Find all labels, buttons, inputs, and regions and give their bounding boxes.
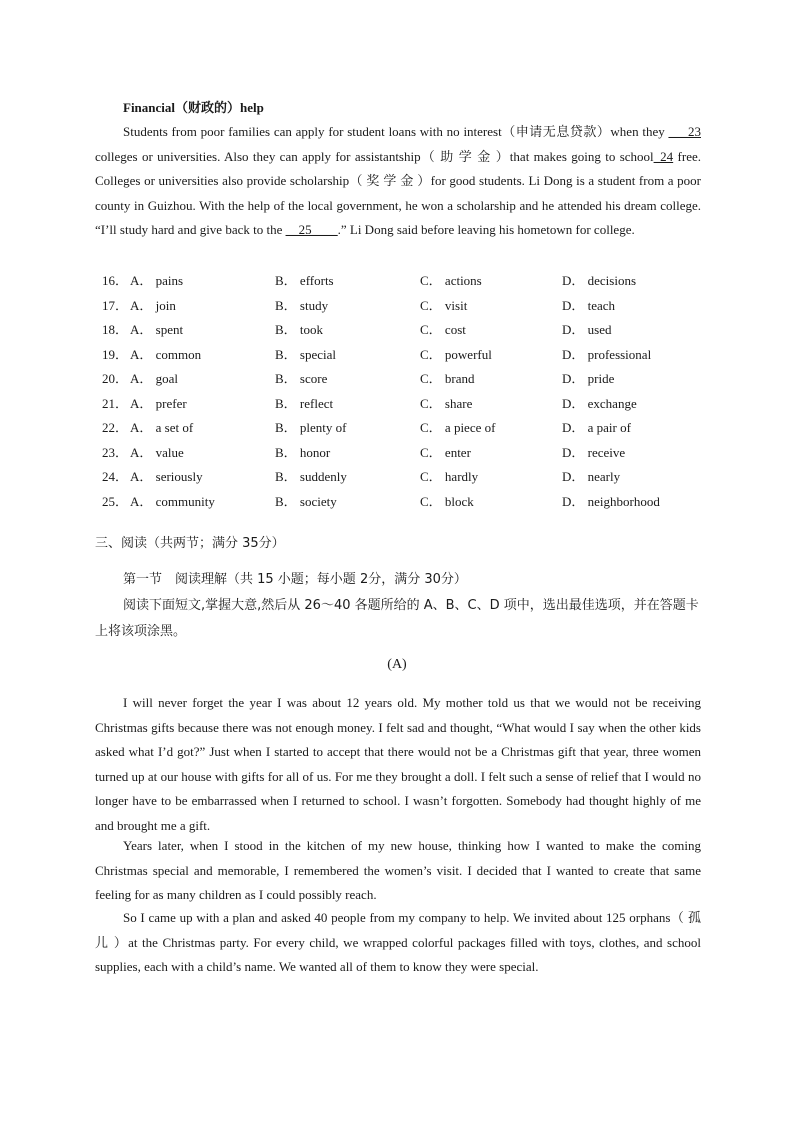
passage-paragraph-1: I will never forget the year I was about 12 years old. My mother told us that we would not be receiving Christmas gifts because there was not enough money. I felt sad and thought, “What would I say when the other kids asked what I’d got?” Just when I started to accept that there would not be a Christmas gift that year, three women turned up at our house with gifts for all of us. For me they brought a doll. I felt such a sense of relief that I would no longer have to be embarrassed when I returned to school. I wasn’t forgotten. Somebody had thought highly of me and brought me a gift.: [95, 695, 701, 833]
option-a: A． seriously: [130, 469, 203, 484]
option-d: D． nearly: [562, 469, 621, 484]
option-b: B． reflect: [275, 395, 334, 411]
passage-label: (A): [387, 657, 407, 672]
option-d: D． exchange: [562, 395, 637, 411]
option-a: A． goal: [130, 371, 179, 386]
question-number: 19．: [102, 346, 129, 362]
option-row: [95, 441, 715, 466]
cloze-text-4: .” Li Dong said before leaving his hometown for college.: [337, 222, 635, 237]
option-b: B． score: [275, 371, 328, 386]
option-b: B． society: [275, 493, 337, 509]
cloze-text-3: free. Colleges or universities also provide scholarship（ 奖 学 金 ）for good students. Li Dong is a student from a poor county in Guizhou. With the help of the local government, he won a scholarship and he attended his dream college. “I’ll study hard and give back to the: [95, 148, 701, 237]
option-b: B． efforts: [275, 273, 334, 288]
option-row: [95, 392, 715, 417]
option-c: C． a piece of: [420, 420, 496, 435]
option-d: D． decisions: [562, 273, 637, 288]
section-title: 三、阅读（共两节；满分 35分）: [95, 536, 285, 551]
option-b: B． special: [275, 346, 337, 362]
option-d: D． a pair of: [562, 420, 631, 435]
section-heading: Financial（财政的）help: [123, 100, 264, 115]
option-row: [95, 490, 715, 515]
option-d: D． professional: [562, 346, 652, 362]
blank-23: ___23: [668, 124, 701, 139]
question-number: 17．: [102, 297, 129, 313]
passage-paragraph-3: So I came up with a plan and asked 40 people from my company to help. We invited about 125 orphans（ 孤 儿 ）at the Christmas party. For every child, we wrapped colorful packages filled with toys, clothes, and school supplies, each with a child’s name. We wanted all of them to know they were special.: [95, 910, 701, 974]
option-a: A． value: [130, 444, 184, 460]
option-a: A． join: [130, 297, 176, 313]
passage-paragraph-2: Years later, when I stood in the kitchen of my new house, thinking how I wanted to make the coming Christmas special and memorable, I remembered the women’s visit. I decided that I wanted to create that same feeling for as many children as I could possibly reach.: [95, 838, 701, 902]
question-number: 16．: [102, 273, 129, 288]
option-row: [95, 269, 715, 294]
option-c: C． cost: [420, 322, 466, 337]
option-row: [95, 294, 715, 319]
option-b: B． plenty of: [275, 420, 347, 435]
question-number: 20．: [102, 371, 129, 386]
option-row: [95, 318, 715, 343]
question-number: 25．: [102, 493, 129, 509]
blank-25: __25____: [285, 222, 338, 237]
option-a: A． spent: [130, 322, 184, 337]
option-d: D． pride: [562, 371, 615, 386]
options-list: [95, 269, 715, 514]
question-number: 23．: [102, 444, 129, 460]
option-row: [95, 465, 715, 490]
option-c: C． share: [420, 395, 473, 411]
option-c: C． block: [420, 493, 474, 509]
option-d: D． teach: [562, 297, 616, 313]
subsection-title: 第一节 阅读理解（共 15 小题；每小题 2分，满分 30分）: [123, 572, 467, 587]
option-a: A． prefer: [130, 395, 187, 411]
instructions: 阅读下面短文,掌握大意,然后从 26～40 各题所给的 A、B、C、D 项中，选出最佳选项，并在答题卡上将该项涂黑。: [95, 598, 699, 639]
option-c: C． enter: [420, 444, 471, 460]
option-a: A． pains: [130, 273, 184, 288]
option-a: A． a set of: [130, 420, 194, 435]
option-c: C． actions: [420, 273, 482, 288]
question-number: 18．: [102, 322, 129, 337]
cloze-paragraph: [95, 120, 701, 243]
question-number: 24．: [102, 469, 129, 484]
question-number: 22．: [102, 420, 129, 435]
option-d: D． used: [562, 322, 612, 337]
question-number: 21．: [102, 395, 129, 411]
option-c: C． hardly: [420, 469, 479, 484]
option-b: B． honor: [275, 444, 331, 460]
blank-24: _24: [653, 148, 674, 164]
option-b: B． took: [275, 322, 324, 337]
option-c: C． visit: [420, 297, 468, 313]
option-row: [95, 416, 715, 441]
option-c: C． brand: [420, 371, 475, 386]
cloze-text-1: Students from poor families can apply for student loans with no interest（申请无息贷款）when they: [123, 124, 669, 139]
option-a: A． community: [130, 493, 215, 509]
cloze-text-2: colleges or universities. Also they can apply for assistantship（ 助 学 金 ）that makes going to school: [95, 148, 654, 164]
option-b: B． suddenly: [275, 469, 347, 484]
option-d: D． receive: [562, 444, 626, 460]
option-d: D． neighborhood: [562, 493, 660, 509]
option-c: C． powerful: [420, 346, 492, 362]
option-row: [95, 367, 715, 392]
option-a: A． common: [130, 346, 202, 362]
option-b: B． study: [275, 297, 329, 313]
option-row: [95, 343, 715, 368]
